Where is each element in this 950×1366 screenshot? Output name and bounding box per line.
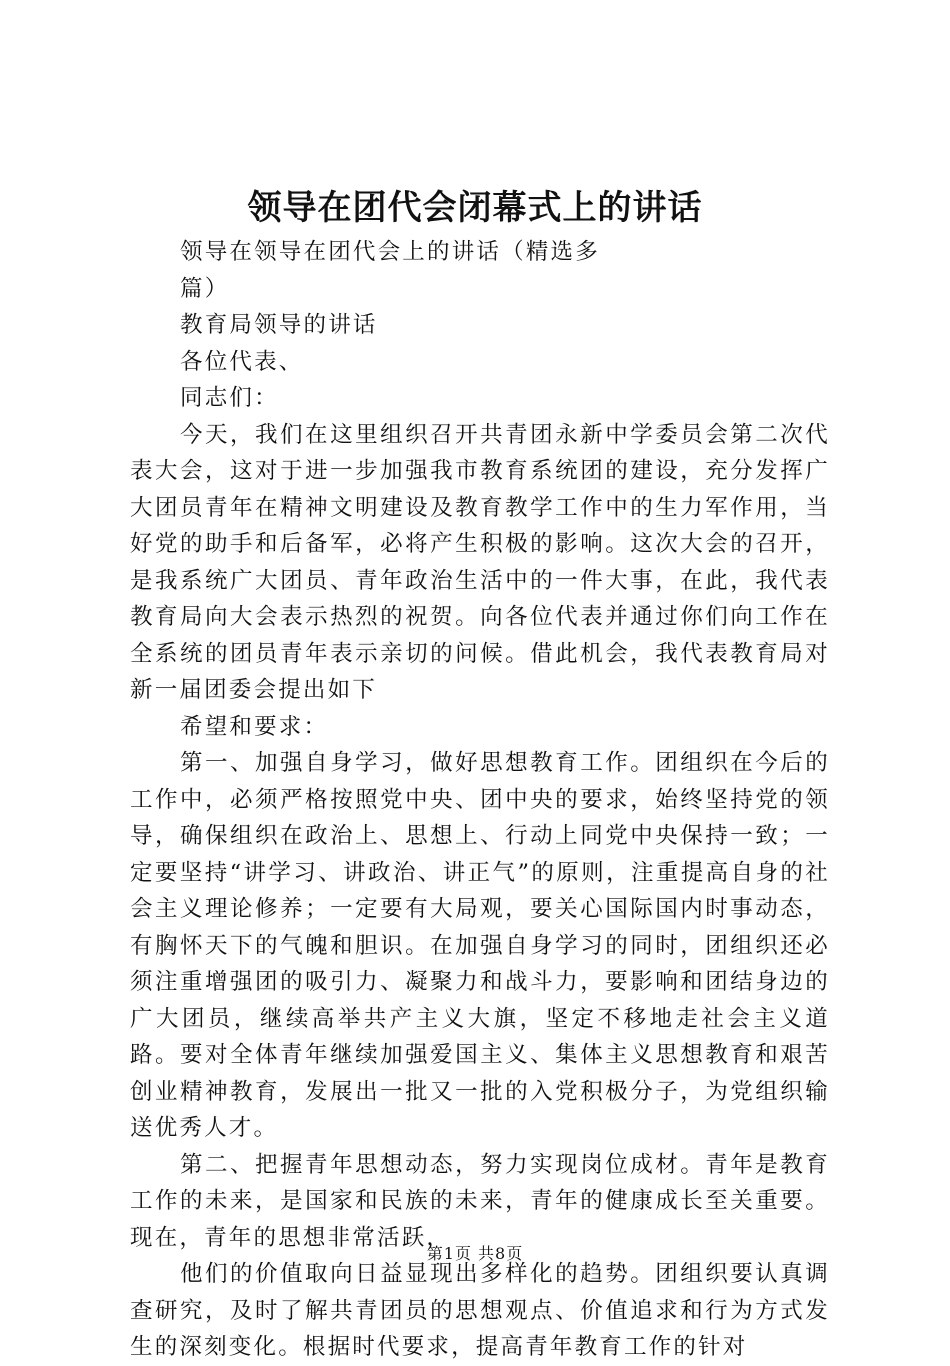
document-heading: 教育局领导的讲话 [180,312,378,338]
paragraph-second-point: 第二、把握青年思想动态，努力实现岗位成材。青年是教育工作的未来，是国家和民族的未来，青年的健康成长至关重要。现在，青年的思想非常活跃， [130,1151,830,1251]
salutation-comrades: 同志们： [180,385,279,411]
document-title: 领导在团代会闭幕式上的讲话 [247,188,703,228]
document-body [130,234,830,1366]
paragraph-first-point: 第一、加强自身学习，做好思想教育工作。团组织在今后的工作中，必须严格按照党中央、团中央的要求，始终坚持党的领导，确保组织在政治上、思想上、行动上同党中央保持一致；一定要坚持“讲学习、讲政治、讲正气”的原则，注重提高自身的社会主义理论修养；一定要有大局观，要关心国际国内时事动态，有胸怀天下的气魄和胆识。在加强自身学习的同时，团组织还必须注重增强团的吸引力、凝聚力和战斗力，要影响和团结身边的广大团员，继续高举共产主义大旗，坚定不移地走社会主义道路。要对全体青年继续加强爱国主义、集体主义思想教育和艰苦创业精神教育，发展出一批又一批的入党积极分子，为党组织输送优秀人才。 [130,750,830,1141]
paragraph-hopes: 希望和要求： [180,713,329,740]
paragraph-opening: 今天，我们在这里组织召开共青团永新中学委员会第二次代表大会，这对于进一步加强我市教育系统团的建设，充分发挥广大团员青年在精神文明建设及教育教学工作中的生力军作用，当好党的助手和后备军，必将产生积极的影响。这次大会的召开，是我系统广大团员、青年政治生活中的一件大事，在此，我代表教育局向大会表示热烈的祝贺。向各位代表并通过你们向工作在全系统的团员青年表示亲切的问候。借此机会，我代表教育局对新一届团委会提出如下 [130,421,830,703]
salutation-delegates: 各位代表、 [180,348,304,375]
paragraph-values: 他们的价值取向日益显现出多样化的趋势。团组织要认真调查研究，及时了解共青团员的思想观点、价值追求和行为方式发生的深刻变化。根据时代要求，提高青年教育工作的针对 [130,1261,830,1360]
document-subtitle: 领导在领导在团代会上的讲话（精选多篇） [180,239,600,302]
page-number-footer: 第1页 共8页 [426,1244,524,1263]
